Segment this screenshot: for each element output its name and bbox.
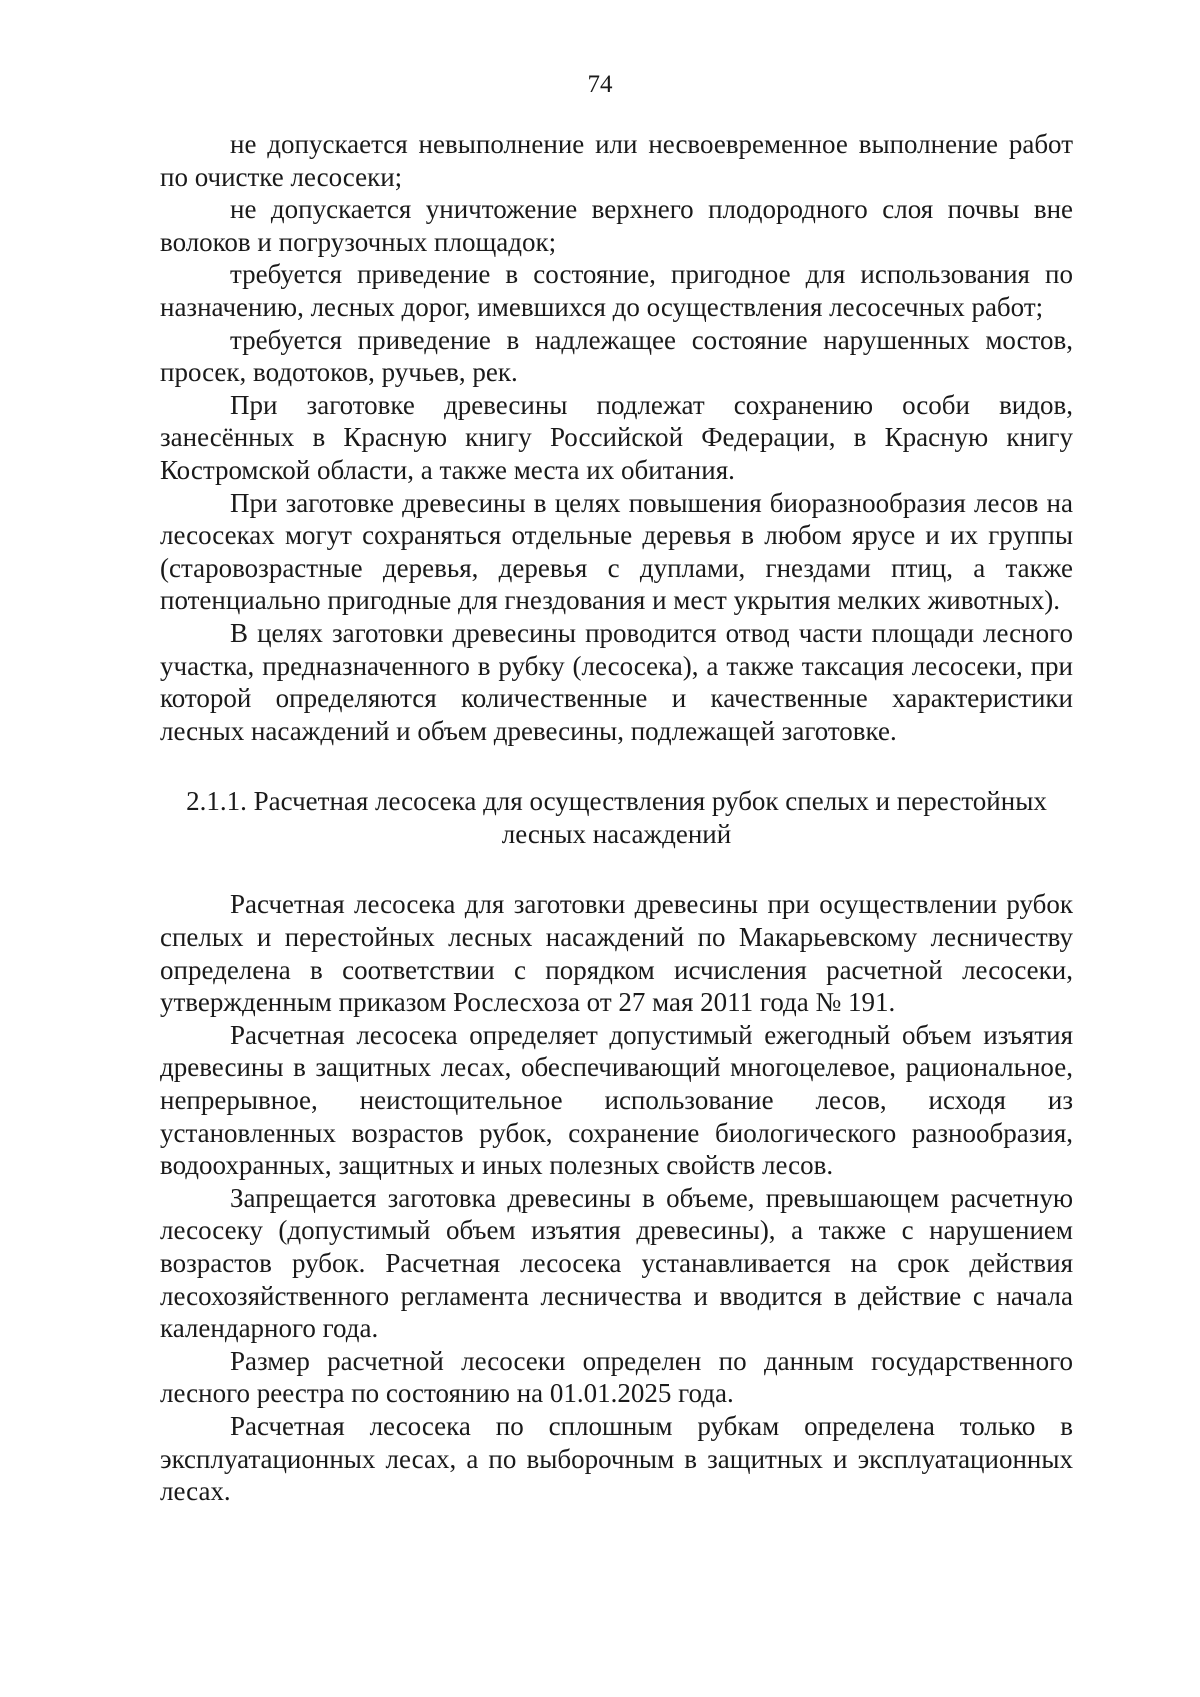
paragraph: Запрещается заготовка древесины в объеме, превышающем расчетную лесосеку (допустимый объем изъятия древесины), а также с нарушением возрастов рубок. Расчетная лесосека устанавливается на срок действия лесохозяйственного регламента лесничества и вводится в действие с начала календарного года. (160, 1182, 1073, 1344)
paragraph: При заготовке древесины подлежат сохранению особи видов, занесённых в Красную книгу Российской Федерации, в Красную книгу Костромской области, а также места их обитания. (160, 389, 1073, 485)
paragraph: не допускается невыполнение или несвоевременное выполнение работ по очистке лесосеки; (160, 129, 1073, 192)
paragraph: не допускается уничтожение верхнего плодородного слоя почвы вне волоков и погрузочных площадок; (160, 194, 1073, 257)
paragraph: Расчетная лесосека по сплошным рубкам определена только в эксплуатационных лесах, а по выборочным в защитных и эксплуатационных лесах. (160, 1410, 1073, 1507)
paragraph: требуется приведение в надлежащее состояние нарушенных мостов, просек, водотоков, ручьев, рек. (160, 324, 1073, 388)
page-number: 74 (587, 71, 613, 98)
paragraph: Размер расчетной лесосеки определен по данным государственного лесного реестра по состоянию на 01.01.2025 года. (160, 1345, 1073, 1409)
section-heading-line: лесных насаждений (501, 818, 732, 849)
section-heading-line: 2.1.1. Расчетная лесосека для осуществления рубок спелых и перестойных (186, 786, 1047, 817)
paragraph: требуется приведение в состояние, пригодное для использования по назначению, лесных дорог, имевшихся до осуществления лесосечных работ; (160, 259, 1073, 322)
paragraph: В целях заготовки древесины проводится отвод части площади лесного участка, предназначенного в рубку (лесосека), а также таксация лесосеки, при которой определяются количественные и качественные характеристики лесных насаждений и объем древесины, подлежащей заготовке. (160, 617, 1073, 746)
document-body (160, 128, 1073, 1508)
paragraph: При заготовке древесины в целях повышения биоразнообразия лесов на лесосеках могут сохраняться отдельные деревья в любом ярусе и их группы (старовозрастные деревья, деревья с дуплами, гнездами птиц, а также потенциально пригодные для гнездования и мест укрытия мелких животных). (160, 487, 1073, 616)
paragraph: Расчетная лесосека определяет допустимый ежегодный объем изъятия древесины в защитных лесах, обеспечивающий многоцелевое, рациональное, непрерывное, неистощительное использование лесов, исходя из установленных возрастов рубок, сохранение биологического разнообразия, водоохранных, защитных и иных полезных свойств лесов. (160, 1019, 1073, 1181)
section-heading (160, 785, 1073, 850)
paragraph: Расчетная лесосека для заготовки древесины при осуществлении рубок спелых и перестойных лесных насаждений по Макарьевскому лесничеству определена в соответствии с порядком исчисления расчетной лесосеки, утвержденным приказом Рослесхоза от 27 мая 2011 года № 191. (160, 889, 1073, 1018)
